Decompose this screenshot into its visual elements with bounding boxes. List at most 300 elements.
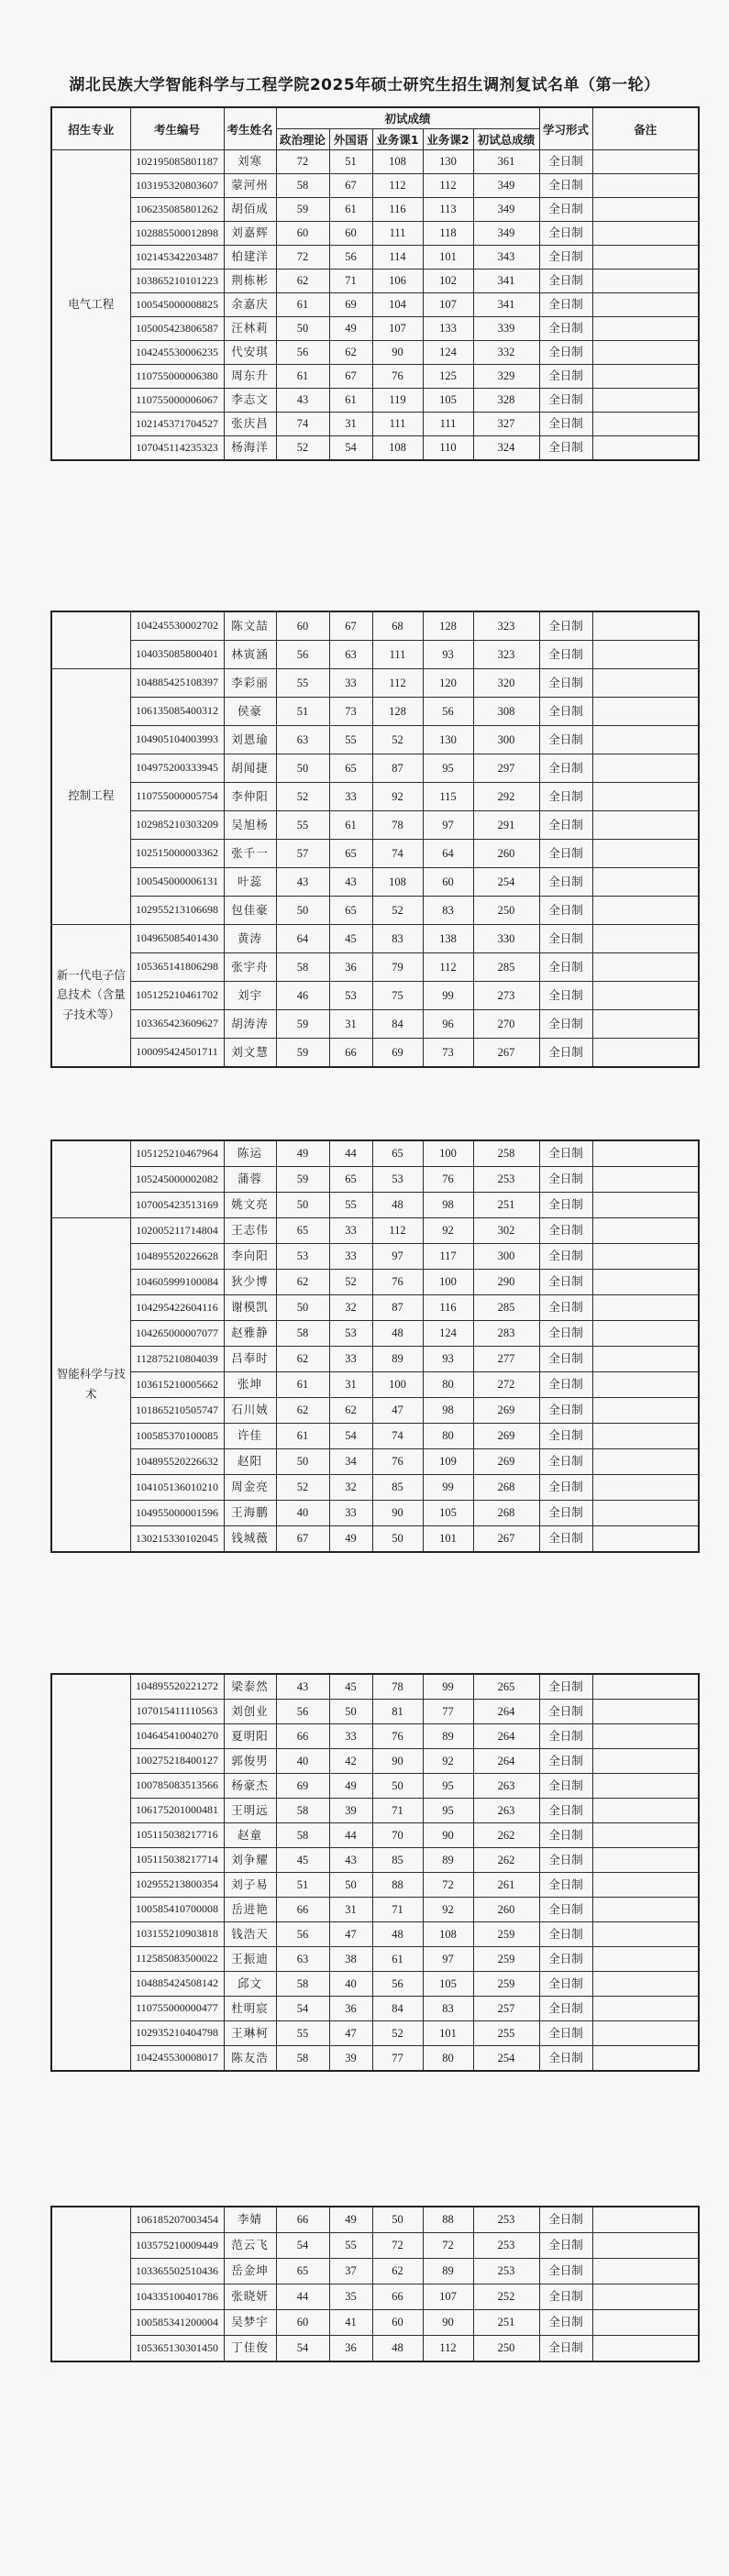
- table-row: [51, 897, 699, 925]
- candidate-id-cell: 107005423513169: [130, 1193, 224, 1218]
- candidate-id-cell: 103615210005662: [130, 1372, 224, 1398]
- study-form-cell: 全日制: [539, 2207, 592, 2233]
- score-course2-cell: 83: [423, 1997, 473, 2021]
- score-foreign-language-cell: 71: [329, 270, 372, 293]
- candidate-id-cell: 101865210505747: [130, 1398, 224, 1424]
- candidate-name-cell: 王海鹏: [224, 1501, 276, 1526]
- score-course2-cell: 92: [423, 1218, 473, 1244]
- score-course1-cell: 83: [372, 925, 423, 953]
- study-form-cell: 全日制: [539, 1501, 592, 1526]
- remarks-cell: [592, 1947, 699, 1972]
- study-form-cell: 全日制: [539, 1526, 592, 1553]
- score-total-cell: 291: [473, 811, 539, 840]
- score-course2-cell: 112: [423, 2336, 473, 2362]
- candidate-name-cell: 胡闻捷: [224, 754, 276, 783]
- remarks-cell: [592, 1774, 699, 1799]
- remarks-cell: [592, 1526, 699, 1553]
- table-row: [51, 2310, 699, 2336]
- candidate-id-cell: 110755000005754: [130, 783, 224, 811]
- candidate-name-cell: 蒙河州: [224, 174, 276, 198]
- score-politics-cell: 62: [276, 1347, 329, 1372]
- score-course2-cell: 90: [423, 1823, 473, 1848]
- remarks-cell: [592, 897, 699, 925]
- table-row: [51, 669, 699, 698]
- table-row: [51, 1140, 699, 1167]
- score-course1-cell: 112: [372, 1218, 423, 1244]
- candidate-id-cell: 104105136010210: [130, 1475, 224, 1501]
- score-politics-cell: 60: [276, 611, 329, 641]
- score-course1-cell: 68: [372, 611, 423, 641]
- study-form-cell: 全日制: [539, 868, 592, 897]
- score-course1-cell: 66: [372, 2284, 423, 2310]
- score-course2-cell: 116: [423, 1295, 473, 1321]
- score-course1-cell: 116: [372, 198, 423, 222]
- score-course1-cell: 74: [372, 1424, 423, 1449]
- candidate-id-cell: 100275218400127: [130, 1749, 224, 1774]
- score-course2-cell: 60: [423, 868, 473, 897]
- score-course2-cell: 89: [423, 2259, 473, 2284]
- study-form-cell: 全日制: [539, 1700, 592, 1724]
- score-course1-cell: 92: [372, 783, 423, 811]
- score-foreign-language-cell: 65: [329, 897, 372, 925]
- score-total-cell: 327: [473, 413, 539, 436]
- score-total-cell: 292: [473, 783, 539, 811]
- score-politics-cell: 52: [276, 1475, 329, 1501]
- remarks-cell: [592, 2336, 699, 2362]
- score-course2-cell: 95: [423, 1774, 473, 1799]
- major-cell: [51, 2207, 130, 2361]
- candidate-id-cell: 103865210101223: [130, 270, 224, 293]
- study-form-cell: 全日制: [539, 726, 592, 754]
- score-foreign-language-cell: 61: [329, 198, 372, 222]
- study-form-cell: 全日制: [539, 897, 592, 925]
- remarks-cell: [592, 222, 699, 246]
- score-total-cell: 268: [473, 1501, 539, 1526]
- score-total-cell: 253: [473, 1167, 539, 1193]
- score-course2-cell: 138: [423, 925, 473, 953]
- score-course2-cell: 112: [423, 953, 473, 982]
- study-form-cell: 全日制: [539, 1749, 592, 1774]
- score-course2-cell: 80: [423, 1424, 473, 1449]
- study-form-cell: 全日制: [539, 1972, 592, 1997]
- score-total-cell: 330: [473, 925, 539, 953]
- candidate-name-cell: 赵阳: [224, 1449, 276, 1475]
- table-row: [51, 1700, 699, 1724]
- study-form-cell: 全日制: [539, 925, 592, 953]
- score-course1-cell: 48: [372, 1321, 423, 1347]
- remarks-cell: [592, 341, 699, 365]
- candidate-name-cell: 石川娀: [224, 1398, 276, 1424]
- score-politics-cell: 49: [276, 1140, 329, 1167]
- remarks-cell: [592, 2233, 699, 2259]
- remarks-cell: [592, 840, 699, 868]
- score-politics-cell: 51: [276, 698, 329, 726]
- score-course2-cell: 80: [423, 1372, 473, 1398]
- table-row: [51, 2021, 699, 2046]
- table-row: [51, 1321, 699, 1347]
- table-row: [51, 698, 699, 726]
- score-politics-cell: 56: [276, 341, 329, 365]
- candidate-name-cell: 刘子易: [224, 1873, 276, 1898]
- candidate-id-cell: 103365502510436: [130, 2259, 224, 2284]
- score-politics-cell: 56: [276, 641, 329, 669]
- score-politics-cell: 40: [276, 1749, 329, 1774]
- score-course1-cell: 128: [372, 698, 423, 726]
- study-form-cell: 全日制: [539, 1321, 592, 1347]
- table-row: [51, 925, 699, 953]
- candidate-name-cell: 刘嘉辉: [224, 222, 276, 246]
- candidate-name-cell: 王琳柯: [224, 2021, 276, 2046]
- score-foreign-language-cell: 31: [329, 1898, 372, 1922]
- score-course1-cell: 90: [372, 1749, 423, 1774]
- study-form-cell: 全日制: [539, 1898, 592, 1922]
- study-form-cell: 全日制: [539, 436, 592, 461]
- study-form-cell: 全日制: [539, 270, 592, 293]
- roster-tables: [50, 106, 703, 2362]
- study-form-cell: 全日制: [539, 1449, 592, 1475]
- score-foreign-language-cell: 31: [329, 1372, 372, 1398]
- score-course2-cell: 92: [423, 1749, 473, 1774]
- score-course1-cell: 108: [372, 150, 423, 174]
- score-course1-cell: 48: [372, 2336, 423, 2362]
- remarks-cell: [592, 953, 699, 982]
- study-form-cell: 全日制: [539, 1270, 592, 1295]
- score-course2-cell: 101: [423, 2021, 473, 2046]
- score-course1-cell: 76: [372, 1724, 423, 1749]
- score-course2-cell: 105: [423, 1501, 473, 1526]
- score-total-cell: 268: [473, 1475, 539, 1501]
- score-total-cell: 277: [473, 1347, 539, 1372]
- candidate-id-cell: 105115038217716: [130, 1823, 224, 1848]
- candidate-name-cell: 赵童: [224, 1823, 276, 1848]
- score-politics-cell: 61: [276, 1424, 329, 1449]
- score-course2-cell: 88: [423, 2207, 473, 2233]
- score-course1-cell: 60: [372, 2310, 423, 2336]
- score-course2-cell: 96: [423, 1010, 473, 1039]
- score-foreign-language-cell: 54: [329, 436, 372, 461]
- score-total-cell: 251: [473, 2310, 539, 2336]
- table-row: [51, 1270, 699, 1295]
- score-foreign-language-cell: 50: [329, 1700, 372, 1724]
- candidate-id-cell: 104885425108397: [130, 669, 224, 698]
- study-form-cell: 全日制: [539, 754, 592, 783]
- score-total-cell: 332: [473, 341, 539, 365]
- candidate-id-cell: 102005211714804: [130, 1218, 224, 1244]
- score-foreign-language-cell: 31: [329, 413, 372, 436]
- score-foreign-language-cell: 51: [329, 150, 372, 174]
- score-course2-cell: 101: [423, 246, 473, 270]
- score-total-cell: 263: [473, 1799, 539, 1823]
- remarks-cell: [592, 982, 699, 1010]
- score-course1-cell: 48: [372, 1922, 423, 1947]
- candidate-id-cell: 104035085800401: [130, 641, 224, 669]
- score-politics-cell: 58: [276, 953, 329, 982]
- score-course2-cell: 76: [423, 1167, 473, 1193]
- table-row: [51, 726, 699, 754]
- score-course2-cell: 73: [423, 1039, 473, 1068]
- score-course2-cell: 99: [423, 1475, 473, 1501]
- score-course1-cell: 87: [372, 1295, 423, 1321]
- score-course2-cell: 118: [423, 222, 473, 246]
- score-politics-cell: 61: [276, 365, 329, 389]
- score-foreign-language-cell: 36: [329, 953, 372, 982]
- score-course1-cell: 112: [372, 669, 423, 698]
- remarks-cell: [592, 436, 699, 461]
- score-politics-cell: 58: [276, 1823, 329, 1848]
- candidate-id-cell: 102195085801187: [130, 150, 224, 174]
- major-cell: [51, 611, 130, 669]
- score-politics-cell: 74: [276, 413, 329, 436]
- score-foreign-language-cell: 39: [329, 2046, 372, 2072]
- score-course1-cell: 88: [372, 1873, 423, 1898]
- remarks-cell: [592, 1922, 699, 1947]
- score-course1-cell: 48: [372, 1193, 423, 1218]
- score-course1-cell: 107: [372, 317, 423, 341]
- score-politics-cell: 72: [276, 150, 329, 174]
- score-total-cell: 290: [473, 1270, 539, 1295]
- table-row: [51, 174, 699, 198]
- candidate-name-cell: 赵雅静: [224, 1321, 276, 1347]
- candidate-name-cell: 王振迪: [224, 1947, 276, 1972]
- candidate-id-cell: 103155210903818: [130, 1922, 224, 1947]
- remarks-cell: [592, 1972, 699, 1997]
- candidate-id-cell: 105125210461702: [130, 982, 224, 1010]
- study-form-cell: 全日制: [539, 293, 592, 317]
- candidate-id-cell: 107045114235323: [130, 436, 224, 461]
- score-politics-cell: 60: [276, 222, 329, 246]
- score-politics-cell: 58: [276, 174, 329, 198]
- score-course2-cell: 83: [423, 897, 473, 925]
- score-total-cell: 341: [473, 293, 539, 317]
- score-foreign-language-cell: 33: [329, 1244, 372, 1270]
- score-course2-cell: 92: [423, 1898, 473, 1922]
- study-form-cell: 全日制: [539, 1193, 592, 1218]
- score-politics-cell: 67: [276, 1526, 329, 1553]
- candidate-name-cell: 岳进艳: [224, 1898, 276, 1922]
- candidate-name-cell: 姚文亮: [224, 1193, 276, 1218]
- candidate-name-cell: 李彩丽: [224, 669, 276, 698]
- study-form-cell: 全日制: [539, 2021, 592, 2046]
- remarks-cell: [592, 1700, 699, 1724]
- score-politics-cell: 59: [276, 1167, 329, 1193]
- score-total-cell: 250: [473, 897, 539, 925]
- remarks-cell: [592, 1193, 699, 1218]
- score-total-cell: 257: [473, 1997, 539, 2021]
- score-politics-cell: 55: [276, 669, 329, 698]
- score-total-cell: 349: [473, 174, 539, 198]
- roster-table-segment: [50, 1673, 700, 2072]
- remarks-cell: [592, 611, 699, 641]
- candidate-id-cell: 107015411110563: [130, 1700, 224, 1724]
- score-total-cell: 320: [473, 669, 539, 698]
- score-course2-cell: 89: [423, 1724, 473, 1749]
- remarks-cell: [592, 174, 699, 198]
- candidate-id-cell: 100095424501711: [130, 1039, 224, 1068]
- score-course2-cell: 98: [423, 1193, 473, 1218]
- candidate-id-cell: 110755000006380: [130, 365, 224, 389]
- candidate-name-cell: 吴梦宇: [224, 2310, 276, 2336]
- score-total-cell: 300: [473, 726, 539, 754]
- score-foreign-language-cell: 73: [329, 698, 372, 726]
- study-form-cell: 全日制: [539, 1010, 592, 1039]
- study-form-cell: 全日制: [539, 1167, 592, 1193]
- table-row: [51, 641, 699, 669]
- table-row: [51, 1848, 699, 1873]
- score-foreign-language-cell: 62: [329, 1398, 372, 1424]
- candidate-name-cell: 胡佰成: [224, 198, 276, 222]
- study-form-cell: 全日制: [539, 389, 592, 413]
- score-politics-cell: 43: [276, 389, 329, 413]
- score-total-cell: 264: [473, 1724, 539, 1749]
- study-form-cell: 全日制: [539, 611, 592, 641]
- table-row: [51, 1922, 699, 1947]
- score-politics-cell: 50: [276, 1295, 329, 1321]
- score-foreign-language-cell: 53: [329, 1321, 372, 1347]
- score-politics-cell: 55: [276, 811, 329, 840]
- table-row: [51, 1799, 699, 1823]
- candidate-name-cell: 刘文慧: [224, 1039, 276, 1068]
- score-politics-cell: 65: [276, 1218, 329, 1244]
- table-row: [51, 1724, 699, 1749]
- remarks-cell: [592, 2259, 699, 2284]
- score-foreign-language-cell: 43: [329, 1848, 372, 1873]
- politics-header: 政治理论: [276, 129, 329, 150]
- score-course2-cell: 72: [423, 2233, 473, 2259]
- score-total-cell: 269: [473, 1449, 539, 1475]
- remarks-cell: [592, 1898, 699, 1922]
- remarks-cell: [592, 698, 699, 726]
- remarks-cell: [592, 1997, 699, 2021]
- candidate-id-cell: 104885424508142: [130, 1972, 224, 1997]
- score-politics-cell: 72: [276, 246, 329, 270]
- score-politics-cell: 54: [276, 1997, 329, 2021]
- header-row: [51, 107, 699, 129]
- score-foreign-language-cell: 38: [329, 1947, 372, 1972]
- score-course2-cell: 93: [423, 641, 473, 669]
- score-foreign-language-cell: 41: [329, 2310, 372, 2336]
- candidate-id-cell: 105365130301450: [130, 2336, 224, 2362]
- candidate-name-cell: 黄涛: [224, 925, 276, 953]
- study-form-cell: 全日制: [539, 1799, 592, 1823]
- candidate-name-cell: 张宇舟: [224, 953, 276, 982]
- candidate-name-header: 考生姓名: [224, 107, 276, 150]
- candidate-name-cell: 张坤: [224, 1372, 276, 1398]
- remarks-cell: [592, 246, 699, 270]
- page-title: 湖北民族大学智能科学与工程学院2025年硕士研究生招生调剂复试名单（第一轮）: [69, 76, 660, 94]
- score-total-cell: 308: [473, 698, 539, 726]
- score-foreign-language-cell: 49: [329, 317, 372, 341]
- score-course2-cell: 95: [423, 754, 473, 783]
- table-row: [51, 783, 699, 811]
- score-total-cell: 253: [473, 2207, 539, 2233]
- remarks-cell: [592, 1823, 699, 1848]
- score-course1-cell: 65: [372, 1140, 423, 1167]
- score-total-cell: 329: [473, 365, 539, 389]
- study-form-cell: 全日制: [539, 783, 592, 811]
- candidate-id-cell: 100545000008825: [130, 293, 224, 317]
- table-row: [51, 270, 699, 293]
- score-foreign-language-cell: 55: [329, 1193, 372, 1218]
- table-row: [51, 1749, 699, 1774]
- table-row: [51, 1674, 699, 1700]
- remarks-cell: [592, 1039, 699, 1068]
- score-total-cell: 264: [473, 1749, 539, 1774]
- score-course2-cell: 130: [423, 150, 473, 174]
- score-course1-cell: 89: [372, 1347, 423, 1372]
- study-form-cell: 全日制: [539, 669, 592, 698]
- candidate-id-cell: 104975200333945: [130, 754, 224, 783]
- score-foreign-language-cell: 43: [329, 868, 372, 897]
- score-politics-cell: 50: [276, 754, 329, 783]
- candidate-name-cell: 刘寒: [224, 150, 276, 174]
- score-foreign-language-cell: 67: [329, 365, 372, 389]
- candidate-id-cell: 103365423609627: [130, 1010, 224, 1039]
- score-course2-cell: 101: [423, 1526, 473, 1553]
- score-total-cell: 269: [473, 1424, 539, 1449]
- candidate-id-cell: 104645410040270: [130, 1724, 224, 1749]
- score-foreign-language-cell: 49: [329, 2207, 372, 2233]
- score-politics-cell: 61: [276, 293, 329, 317]
- major-cell: [51, 1140, 130, 1218]
- score-course1-cell: 106: [372, 270, 423, 293]
- score-total-cell: 324: [473, 436, 539, 461]
- table-row: [51, 436, 699, 461]
- table-row: [51, 1898, 699, 1922]
- remarks-cell: [592, 783, 699, 811]
- score-foreign-language-cell: 60: [329, 222, 372, 246]
- remarks-cell: [592, 1799, 699, 1823]
- table-row: [51, 811, 699, 840]
- study-form-cell: 全日制: [539, 341, 592, 365]
- candidate-id-cell: 103575210009449: [130, 2233, 224, 2259]
- score-course2-cell: 105: [423, 1972, 473, 1997]
- score-course2-cell: 108: [423, 1922, 473, 1947]
- candidate-name-cell: 张庆昌: [224, 413, 276, 436]
- candidate-name-cell: 谢模凯: [224, 1295, 276, 1321]
- study-form-cell: 全日制: [539, 1848, 592, 1873]
- candidate-name-cell: 梁泰然: [224, 1674, 276, 1700]
- candidate-id-cell: 100585341200004: [130, 2310, 224, 2336]
- candidate-name-cell: 邱文: [224, 1972, 276, 1997]
- score-total-cell: 343: [473, 246, 539, 270]
- score-course2-cell: 99: [423, 1674, 473, 1700]
- remarks-cell: [592, 413, 699, 436]
- table-row: [51, 1167, 699, 1193]
- study-form-cell: 全日制: [539, 641, 592, 669]
- candidate-id-cell: 105005423806587: [130, 317, 224, 341]
- table-row: [51, 1244, 699, 1270]
- candidate-name-cell: 王志伟: [224, 1218, 276, 1244]
- remarks-cell: [592, 1347, 699, 1372]
- score-foreign-language-cell: 62: [329, 341, 372, 365]
- score-course1-cell: 76: [372, 1449, 423, 1475]
- candidate-id-cell: 100545000006131: [130, 868, 224, 897]
- score-course2-cell: 56: [423, 698, 473, 726]
- candidate-name-cell: 周东升: [224, 365, 276, 389]
- score-foreign-language-cell: 33: [329, 1347, 372, 1372]
- score-politics-cell: 62: [276, 1270, 329, 1295]
- table-row: [51, 953, 699, 982]
- remarks-cell: [592, 1749, 699, 1774]
- candidate-id-cell: 104335100401786: [130, 2284, 224, 2310]
- study-form-cell: 全日制: [539, 1039, 592, 1068]
- table-row: [51, 150, 699, 174]
- score-politics-cell: 44: [276, 2284, 329, 2310]
- study-form-cell: 全日制: [539, 1398, 592, 1424]
- score-total-cell: 258: [473, 1140, 539, 1167]
- study-form-cell: 全日制: [539, 365, 592, 389]
- score-course1-cell: 61: [372, 1947, 423, 1972]
